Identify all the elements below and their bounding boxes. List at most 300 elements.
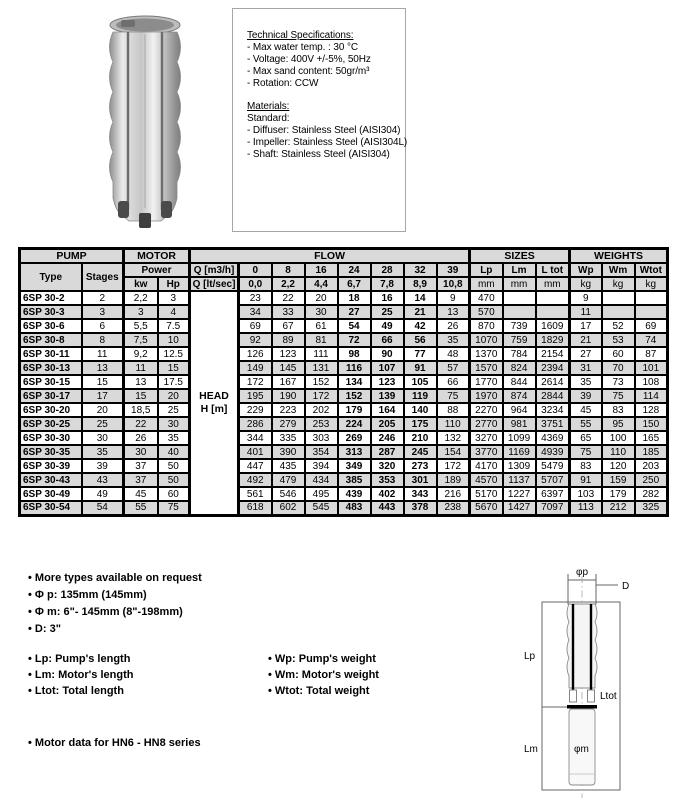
col-header-q-m3h: Q [m3/h] — [190, 263, 239, 277]
size-ltot-cell: 4369 — [536, 431, 570, 445]
pump-type-cell: 6SP 30-35 — [20, 445, 82, 459]
size-lm-cell — [503, 305, 536, 319]
size-lm-cell: 964 — [503, 403, 536, 417]
head-value-cell: 349 — [338, 459, 371, 473]
col-header-power: Power — [124, 263, 190, 277]
flow-header-m3h: 24 — [338, 263, 371, 277]
pump-type-cell: 6SP 30-3 — [20, 305, 82, 319]
head-value-cell: 205 — [371, 417, 404, 431]
size-lp-cell: 5170 — [470, 487, 503, 501]
power-hp-cell: 4 — [158, 305, 190, 319]
head-value-cell: 88 — [437, 403, 470, 417]
head-value-cell: 385 — [338, 473, 371, 487]
head-value-cell: 26 — [437, 319, 470, 333]
table-row — [20, 305, 668, 319]
head-value-cell: 313 — [338, 445, 371, 459]
head-value-cell: 119 — [404, 389, 437, 403]
flow-header-ltsec: 6,7 — [338, 277, 371, 291]
head-value-cell: 9 — [437, 291, 470, 305]
weight-wp-cell: 27 — [570, 347, 602, 361]
table-group-header-row — [20, 249, 668, 264]
pump-foot-slot — [161, 201, 172, 218]
table-row — [20, 459, 668, 473]
head-value-cell: 30 — [305, 305, 338, 319]
unit-kg: kg — [602, 277, 635, 291]
pump-type-cell: 6SP 30-6 — [20, 319, 82, 333]
head-value-cell: 320 — [371, 459, 404, 473]
stages-cell: 13 — [82, 361, 124, 375]
power-kw-cell: 37 — [124, 459, 158, 473]
diagram-pump-body — [567, 604, 597, 688]
size-lm-cell: 981 — [503, 417, 536, 431]
head-value-cell: 602 — [272, 501, 305, 515]
head-value-cell: 303 — [305, 431, 338, 445]
group-pump: PUMP — [20, 249, 124, 264]
power-kw-cell: 15 — [124, 389, 158, 403]
size-lm-cell: 1137 — [503, 473, 536, 487]
size-ltot-cell — [536, 305, 570, 319]
power-kw-cell: 3 — [124, 305, 158, 319]
weight-wp-cell: 65 — [570, 431, 602, 445]
head-value-cell: 16 — [371, 291, 404, 305]
diagram-label-phi-m: φm — [574, 744, 589, 755]
size-lm-cell — [503, 291, 536, 305]
power-kw-cell: 26 — [124, 431, 158, 445]
head-value-cell: 238 — [437, 501, 470, 515]
size-ltot-cell: 7097 — [536, 501, 570, 515]
head-value-cell: 149 — [239, 361, 272, 375]
power-hp-cell: 7.5 — [158, 319, 190, 333]
group-motor: MOTOR — [124, 249, 190, 264]
head-value-cell: 434 — [305, 473, 338, 487]
unit-kg: kg — [635, 277, 668, 291]
col-header-lp: Lp — [470, 263, 503, 277]
diagram-label-d: D — [622, 581, 630, 592]
flow-header-ltsec: 10,8 — [437, 277, 470, 291]
legend-item: • Wtot: Total weight — [268, 685, 379, 701]
head-value-cell: 105 — [404, 375, 437, 389]
head-value-cell: 154 — [437, 445, 470, 459]
head-value-cell: 378 — [404, 501, 437, 515]
note-item: • Φ m: 6"- 145mm (8"-198mm) — [28, 606, 202, 623]
head-value-cell: 443 — [371, 501, 404, 515]
weight-wm-cell — [602, 291, 635, 305]
head-value-cell: 273 — [404, 459, 437, 473]
table-row — [20, 417, 668, 431]
weight-wtot-cell: 128 — [635, 403, 668, 417]
head-value-cell: 253 — [305, 417, 338, 431]
materials-title: Materials: — [247, 101, 290, 112]
size-ltot-cell: 6397 — [536, 487, 570, 501]
flow-header-ltsec: 4,4 — [305, 277, 338, 291]
size-lp-cell: 870 — [470, 319, 503, 333]
table-row — [20, 375, 668, 389]
notes-list — [28, 572, 202, 640]
power-kw-cell: 2,2 — [124, 291, 158, 305]
flow-header-m3h: 39 — [437, 263, 470, 277]
head-value-cell: 402 — [371, 487, 404, 501]
weight-wm-cell: 52 — [602, 319, 635, 333]
pump-type-cell: 6SP 30-15 — [20, 375, 82, 389]
head-value-cell: 139 — [371, 389, 404, 403]
head-value-cell: 546 — [272, 487, 305, 501]
size-lp-cell: 1970 — [470, 389, 503, 403]
weight-wm-cell: 95 — [602, 417, 635, 431]
power-kw-cell: 13 — [124, 375, 158, 389]
power-hp-cell: 75 — [158, 501, 190, 515]
pump-type-cell: 6SP 30-11 — [20, 347, 82, 361]
size-ltot-cell: 3751 — [536, 417, 570, 431]
head-value-cell: 618 — [239, 501, 272, 515]
weight-wm-cell: 83 — [602, 403, 635, 417]
weight-wtot-cell: 108 — [635, 375, 668, 389]
head-value-cell: 152 — [338, 389, 371, 403]
head-value-cell: 145 — [272, 361, 305, 375]
col-header-stages: Stages — [82, 263, 124, 291]
weight-wp-cell: 75 — [570, 445, 602, 459]
diagram-label-phi-p: φp — [575, 567, 589, 578]
size-ltot-cell: 5707 — [536, 473, 570, 487]
head-value-cell: 77 — [404, 347, 437, 361]
weight-wm-cell: 75 — [602, 389, 635, 403]
head-value-cell: 335 — [272, 431, 305, 445]
weight-wp-cell: 17 — [570, 319, 602, 333]
weight-wtot-cell: 150 — [635, 417, 668, 431]
stages-cell: 49 — [82, 487, 124, 501]
head-value-cell: 18 — [338, 291, 371, 305]
head-value-cell: 67 — [272, 319, 305, 333]
power-kw-cell: 5,5 — [124, 319, 158, 333]
head-value-cell: 91 — [404, 361, 437, 375]
weight-wp-cell: 113 — [570, 501, 602, 515]
table-row — [20, 473, 668, 487]
size-lm-cell: 824 — [503, 361, 536, 375]
weight-wm-cell: 53 — [602, 333, 635, 347]
weight-wtot-cell: 87 — [635, 347, 668, 361]
head-value-cell: 72 — [338, 333, 371, 347]
pump-type-cell: 6SP 30-20 — [20, 403, 82, 417]
size-lm-cell: 1227 — [503, 487, 536, 501]
weight-wm-cell: 179 — [602, 487, 635, 501]
power-hp-cell: 17.5 — [158, 375, 190, 389]
stages-cell: 15 — [82, 375, 124, 389]
spec-line: - Voltage: 400V +/-5%, 50Hz — [247, 54, 371, 65]
head-value-cell: 269 — [338, 431, 371, 445]
weight-wp-cell: 9 — [570, 291, 602, 305]
weight-wtot-cell: 114 — [635, 389, 668, 403]
head-value-cell: 279 — [272, 417, 305, 431]
col-header-wm: Wm — [602, 263, 635, 277]
weight-wtot-cell: 185 — [635, 445, 668, 459]
pump-type-cell: 6SP 30-39 — [20, 459, 82, 473]
weight-wp-cell: 103 — [570, 487, 602, 501]
weight-wp-cell: 91 — [570, 473, 602, 487]
head-value-cell: 22 — [272, 291, 305, 305]
head-value-cell: 286 — [239, 417, 272, 431]
pump-type-cell: 6SP 30-8 — [20, 333, 82, 347]
col-header-ltot: L tot — [536, 263, 570, 277]
unit-mm: mm — [503, 277, 536, 291]
head-value-cell: 495 — [305, 487, 338, 501]
power-hp-cell: 25 — [158, 403, 190, 417]
spec-line: - Max sand content: 50gr/m³ — [247, 66, 370, 77]
head-value-cell: 172 — [239, 375, 272, 389]
size-ltot-cell: 5479 — [536, 459, 570, 473]
pump-type-cell: 6SP 30-43 — [20, 473, 82, 487]
weight-wp-cell: 45 — [570, 403, 602, 417]
head-value-cell: 134 — [338, 375, 371, 389]
size-ltot-cell: 1609 — [536, 319, 570, 333]
stages-cell: 25 — [82, 417, 124, 431]
weight-wp-cell: 31 — [570, 361, 602, 375]
head-value-cell: 245 — [404, 445, 437, 459]
size-lm-cell: 874 — [503, 389, 536, 403]
head-value-cell: 172 — [437, 459, 470, 473]
table-row — [20, 361, 668, 375]
head-value-cell: 545 — [305, 501, 338, 515]
stages-cell: 17 — [82, 389, 124, 403]
size-lp-cell: 1770 — [470, 375, 503, 389]
weight-wm-cell: 60 — [602, 347, 635, 361]
head-value-cell: 25 — [371, 305, 404, 319]
flow-header-m3h: 8 — [272, 263, 305, 277]
spec-line: - Max water temp. : 30 °C — [247, 42, 358, 53]
weight-wtot-cell — [635, 291, 668, 305]
col-header-wp: Wp — [570, 263, 602, 277]
weight-wtot-cell: 101 — [635, 361, 668, 375]
head-value-cell: 14 — [404, 291, 437, 305]
head-value-cell: 98 — [338, 347, 371, 361]
head-value-cell: 131 — [305, 361, 338, 375]
head-value-cell: 33 — [272, 305, 305, 319]
weight-wm-cell: 73 — [602, 375, 635, 389]
head-value-cell: 57 — [437, 361, 470, 375]
weight-wm-cell: 212 — [602, 501, 635, 515]
power-kw-cell: 22 — [124, 417, 158, 431]
tech-specs-box — [232, 8, 406, 232]
head-value-cell: 401 — [239, 445, 272, 459]
pump-foot-slot — [118, 201, 129, 218]
unit-mm: mm — [470, 277, 503, 291]
size-ltot-cell: 1829 — [536, 333, 570, 347]
weight-wtot-cell: 74 — [635, 333, 668, 347]
power-hp-cell: 35 — [158, 431, 190, 445]
size-lm-cell: 759 — [503, 333, 536, 347]
weight-wm-cell: 159 — [602, 473, 635, 487]
head-units-cell: HEAD H [m] — [190, 291, 239, 515]
power-hp-cell: 15 — [158, 361, 190, 375]
head-value-cell: 390 — [272, 445, 305, 459]
weight-wm-cell: 100 — [602, 431, 635, 445]
power-hp-cell: 20 — [158, 389, 190, 403]
head-value-cell: 21 — [404, 305, 437, 319]
col-header-lm: Lm — [503, 263, 536, 277]
pump-type-cell: 6SP 30-30 — [20, 431, 82, 445]
head-value-cell: 42 — [404, 319, 437, 333]
flow-header-m3h: 32 — [404, 263, 437, 277]
head-value-cell: 123 — [371, 375, 404, 389]
flow-header-m3h: 16 — [305, 263, 338, 277]
tech-specs-title: Technical Specifications: — [247, 30, 354, 41]
head-value-cell: 123 — [272, 347, 305, 361]
power-hp-cell: 12.5 — [158, 347, 190, 361]
flow-header-ltsec: 7,8 — [371, 277, 404, 291]
col-header-hp: Hp — [158, 277, 190, 291]
head-value-cell: 81 — [305, 333, 338, 347]
pump-performance-table — [18, 247, 669, 517]
stages-cell: 35 — [82, 445, 124, 459]
head-value-cell: 20 — [305, 291, 338, 305]
size-lp-cell: 1370 — [470, 347, 503, 361]
power-hp-cell: 30 — [158, 417, 190, 431]
power-kw-cell: 37 — [124, 473, 158, 487]
head-value-cell: 111 — [305, 347, 338, 361]
table-row — [20, 403, 668, 417]
legend-lengths — [28, 653, 133, 701]
size-lp-cell: 5670 — [470, 501, 503, 515]
diagram-label-lm: Lm — [524, 744, 538, 755]
legend-item: • Wp: Pump's weight — [268, 653, 379, 669]
power-hp-cell: 3 — [158, 291, 190, 305]
head-value-cell: 56 — [404, 333, 437, 347]
size-lp-cell: 3270 — [470, 431, 503, 445]
table-row — [20, 319, 668, 333]
col-header-wtot: Wtot — [635, 263, 668, 277]
head-value-cell: 35 — [437, 333, 470, 347]
head-value-cell: 27 — [338, 305, 371, 319]
footer-note-text: • Motor data for HN6 - HN8 series — [28, 737, 201, 754]
size-lp-cell: 470 — [470, 291, 503, 305]
stages-cell: 39 — [82, 459, 124, 473]
pump-type-cell: 6SP 30-49 — [20, 487, 82, 501]
table-row — [20, 445, 668, 459]
footer-note — [28, 737, 201, 754]
stages-cell: 43 — [82, 473, 124, 487]
size-lm-cell: 1099 — [503, 431, 536, 445]
head-value-cell: 210 — [404, 431, 437, 445]
weight-wtot-cell: 165 — [635, 431, 668, 445]
head-value-cell: 175 — [404, 417, 437, 431]
size-lp-cell: 1570 — [470, 361, 503, 375]
head-value-cell: 23 — [239, 291, 272, 305]
head-value-cell: 479 — [272, 473, 305, 487]
stages-cell: 30 — [82, 431, 124, 445]
note-item: • Φ p: 135mm (145mm) — [28, 589, 202, 606]
legend-weights — [268, 653, 379, 701]
size-lp-cell: 2770 — [470, 417, 503, 431]
stages-cell: 11 — [82, 347, 124, 361]
size-lm-cell: 844 — [503, 375, 536, 389]
head-value-cell: 439 — [338, 487, 371, 501]
legend-item: • Lp: Pump's length — [28, 653, 133, 669]
size-ltot-cell: 2154 — [536, 347, 570, 361]
weight-wp-cell: 35 — [570, 375, 602, 389]
note-item: • D: 3" — [28, 623, 202, 640]
size-lm-cell: 739 — [503, 319, 536, 333]
head-value-cell: 344 — [239, 431, 272, 445]
head-value-cell: 190 — [272, 389, 305, 403]
head-value-cell: 90 — [371, 347, 404, 361]
pump-type-cell: 6SP 30-2 — [20, 291, 82, 305]
weight-wm-cell: 120 — [602, 459, 635, 473]
head-value-cell: 343 — [404, 487, 437, 501]
head-value-cell: 110 — [437, 417, 470, 431]
head-value-cell: 89 — [272, 333, 305, 347]
spec-line: - Impeller: Stainless Steel (AISI304L) — [247, 137, 408, 148]
stages-cell: 54 — [82, 501, 124, 515]
table-header-row — [20, 263, 668, 277]
diagram-junction-band — [567, 705, 597, 709]
pump-type-cell: 6SP 30-25 — [20, 417, 82, 431]
size-ltot-cell: 3234 — [536, 403, 570, 417]
size-ltot-cell — [536, 291, 570, 305]
weight-wp-cell: 55 — [570, 417, 602, 431]
size-ltot-cell: 2614 — [536, 375, 570, 389]
table-row — [20, 347, 668, 361]
size-lp-cell: 2270 — [470, 403, 503, 417]
head-value-cell: 202 — [305, 403, 338, 417]
size-lp-cell: 4570 — [470, 473, 503, 487]
table-row — [20, 487, 668, 501]
power-kw-cell: 55 — [124, 501, 158, 515]
col-header-type: Type — [20, 263, 82, 291]
head-value-cell: 561 — [239, 487, 272, 501]
head-value-cell: 287 — [371, 445, 404, 459]
stages-cell: 3 — [82, 305, 124, 319]
head-value-cell: 179 — [338, 403, 371, 417]
group-weights: WEIGHTS — [570, 249, 668, 264]
head-value-cell: 126 — [239, 347, 272, 361]
head-value-cell: 164 — [371, 403, 404, 417]
note-item: • More types available on request — [28, 572, 202, 589]
power-hp-cell: 10 — [158, 333, 190, 347]
size-lm-cell: 1309 — [503, 459, 536, 473]
power-hp-cell: 40 — [158, 445, 190, 459]
head-value-cell: 216 — [437, 487, 470, 501]
table-row — [20, 389, 668, 403]
head-value-cell: 49 — [371, 319, 404, 333]
head-value-cell: 229 — [239, 403, 272, 417]
power-kw-cell: 7,5 — [124, 333, 158, 347]
spec-line: Standard: — [247, 113, 290, 124]
head-value-cell: 54 — [338, 319, 371, 333]
head-value-cell: 69 — [239, 319, 272, 333]
flow-header-ltsec: 8,9 — [404, 277, 437, 291]
head-value-cell: 301 — [404, 473, 437, 487]
weight-wtot-cell: 203 — [635, 459, 668, 473]
head-value-cell: 354 — [305, 445, 338, 459]
weight-wtot-cell: 69 — [635, 319, 668, 333]
size-ltot-cell: 2394 — [536, 361, 570, 375]
pump-table-body — [20, 291, 668, 515]
head-value-cell: 447 — [239, 459, 272, 473]
power-hp-cell: 50 — [158, 459, 190, 473]
diagram-label-ltot: Ltot — [600, 691, 617, 702]
table-row — [20, 431, 668, 445]
size-lm-cell: 784 — [503, 347, 536, 361]
head-value-cell: 353 — [371, 473, 404, 487]
spec-line: - Diffuser: Stainless Steel (AISI304) — [247, 125, 401, 136]
group-flow: FLOW — [190, 249, 470, 264]
size-lm-cell: 1427 — [503, 501, 536, 515]
table-row — [20, 501, 668, 515]
size-lm-cell: 1169 — [503, 445, 536, 459]
head-value-cell: 66 — [371, 333, 404, 347]
head-value-cell: 116 — [338, 361, 371, 375]
pump-type-cell: 6SP 30-17 — [20, 389, 82, 403]
head-value-cell: 132 — [437, 431, 470, 445]
head-value-cell: 92 — [239, 333, 272, 347]
